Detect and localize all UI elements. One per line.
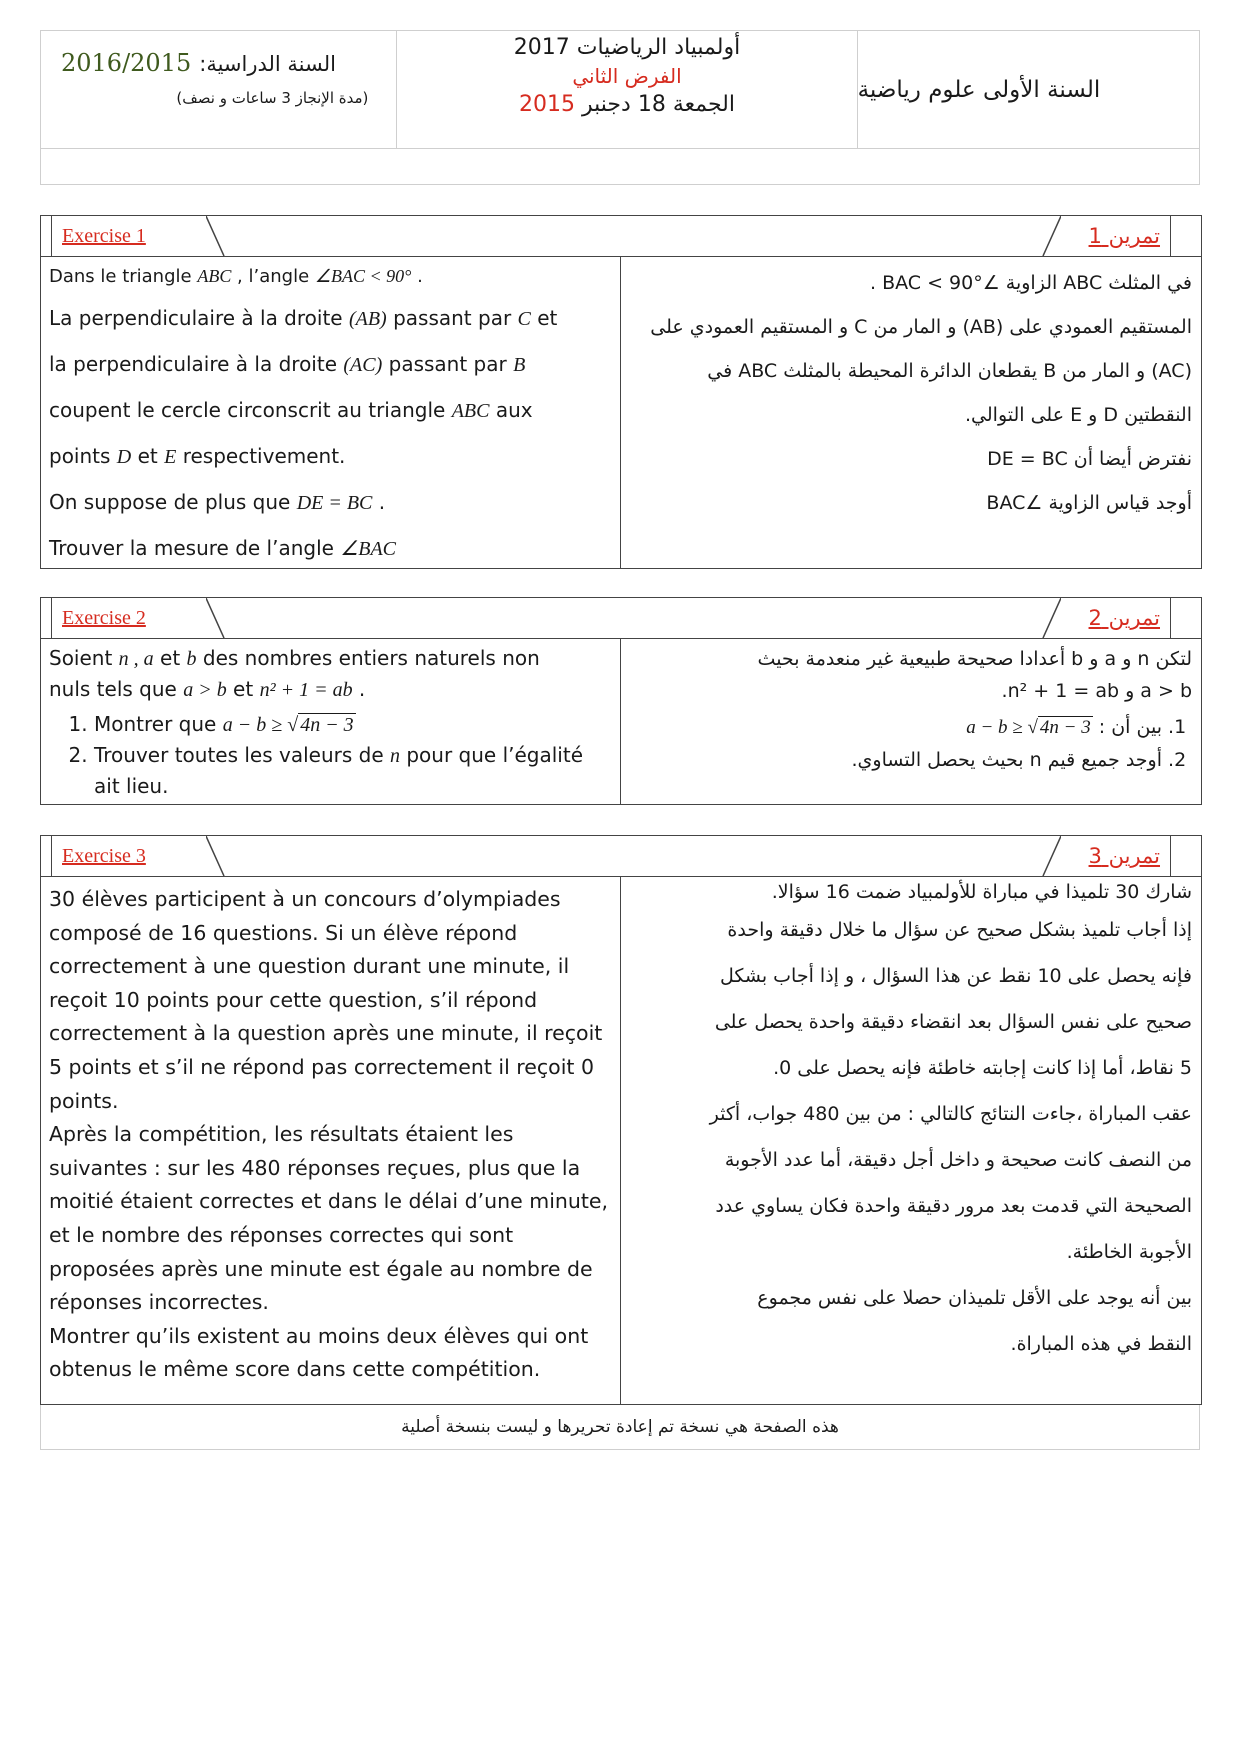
ex3-ar-line: صحيح على نفس السؤال بعد انقضاء دقيقة واحدة يحصل على — [714, 1011, 1192, 1033]
exercise-1-french — [41, 257, 621, 569]
ex2-ar-question-1: 1. بين أن : a − b ≥ √ 4n − 3 — [629, 711, 1162, 744]
ex3-ar-line: بين أنه يوجد على الأقل تلميذان حصلا على نفس مجموع — [757, 1287, 1192, 1309]
ex2-ar-question-2: 2. أوجد جميع قيم n بحيث يحصل التساوي. — [629, 744, 1162, 776]
ex3-ar-line: الأجوبة الخاطئة. — [1066, 1241, 1192, 1263]
header-blank-row — [41, 149, 1199, 185]
header-level-cell — [858, 31, 1199, 148]
ex1-fr-line: coupent le cercle circonscrit au triangle ABC aux — [49, 398, 533, 422]
header-school-year-cell — [41, 31, 397, 148]
ex3-ar-line: شارك 30 تلميذا في مباراة للأولمبياد ضمت 16 سؤالا. — [771, 881, 1192, 903]
ex2-fr-question-1: 1. Montrer que a − b ≥ √ 4n − 3 — [94, 709, 612, 740]
header-title-cell — [397, 31, 857, 148]
ex3-ar-line: عقب المباراة ،جاءت النتائج كالتالي : من بين 480 جواب، أكثر — [709, 1103, 1192, 1125]
exercise-1 — [40, 215, 1202, 569]
ex1-fr-line: La perpendiculaire à la droite (AB) passant par C et — [49, 306, 558, 330]
exercise-2-tag-ar: تمرين 2 — [1061, 598, 1171, 638]
ex3-ar-line: فإنه يحصل على 10 نقط عن هذا السؤال ، و إذا أجاب بشكل — [720, 965, 1192, 987]
exercise-1-title-bar — [41, 216, 1201, 257]
ex3-ar-line: إذا أجاب تلميذ بشكل صحيح عن سؤال ما خلال دقيقة واحدة — [727, 919, 1192, 941]
page-footer-note: هذه الصفحة هي نسخة تم إعادة تحريرها و ليست بنسخة أصلية — [40, 1405, 1200, 1450]
exercise-2 — [40, 597, 1202, 805]
ex2-ar-line: a > b و n² + 1 = ab. — [1001, 680, 1192, 702]
exercise-3-tag-ar: تمرين 3 — [1061, 836, 1171, 876]
exam-date-day: الجمعة 18 دجنبر — [582, 92, 735, 117]
ex2-fr-line: Soient n , a et b des nombres entiers naturels non — [49, 646, 540, 670]
tag-slash-icon — [206, 598, 246, 638]
ex1-fr-line: points D et E respectivement. — [49, 444, 346, 468]
tag-slash-icon — [1021, 836, 1061, 876]
exercise-2-french — [41, 639, 621, 805]
olympiad-title: أولمبياد الرياضيات 2017 — [513, 35, 741, 60]
exercise-1-tag-fr: Exercise 1 — [51, 216, 206, 256]
exercise-2-tag-fr: Exercise 2 — [51, 598, 206, 638]
page-header — [40, 30, 1200, 185]
ex1-fr-line: la perpendiculaire à la droite (AC) passant par B — [49, 352, 526, 376]
ex3-ar-line: 5 نقاط، أما إذا كانت إجابته خاطئة فإنه يحصل على 0. — [773, 1057, 1192, 1079]
exercise-3-title-bar — [41, 836, 1201, 877]
ex1-ar-line: المستقيم العمودي على (AB) و المار من C و المستقيم العمودي على — [650, 316, 1192, 338]
ex2-fr-question-2: 2. Trouver toutes les valeurs de n pour que l’égalité ait lieu. — [94, 740, 612, 801]
class-level: السنة الأولى علوم رياضية — [857, 76, 1101, 103]
tag-slash-icon — [1021, 216, 1061, 256]
ex1-ar-line: النقطتين D و E على التوالي. — [965, 404, 1192, 426]
exercise-3-arabic — [621, 877, 1200, 1405]
ex1-ar-line: في المثلث ABC الزاوية ∠BAC < 90° . — [869, 272, 1192, 294]
tag-slash-icon — [206, 836, 246, 876]
ex1-fr-line: Dans le triangle ABC , l’angle ∠BAC < 90° . — [49, 266, 423, 287]
ex3-fr-paragraph-3: Montrer qu’ils existent au moins deux élèves qui ont obtenus le même score dans cette compétition. — [49, 1323, 589, 1382]
ex2-ar-line: لتكن n و a و b أعدادا صحيحة طبيعية غير منعدمة بحيث — [757, 648, 1192, 670]
tag-slash-icon — [1021, 598, 1061, 638]
exam-date — [397, 92, 856, 117]
test-name: الفرض الثاني — [572, 64, 682, 88]
exercise-1-tag-ar: تمرين 1 — [1061, 216, 1171, 256]
exercise-2-title-bar — [41, 598, 1201, 639]
ex3-ar-line: الصحيحة التي قدمت بعد مرور دقيقة واحدة فكان يساوي عدد — [715, 1195, 1192, 1217]
ex1-ar-line: نفترض أيضا أن DE = BC — [987, 448, 1192, 470]
ex1-ar-line: (AC) و المار من B يقطعان الدائرة المحيطة بالمثلث ABC في — [707, 360, 1192, 382]
exercise-3-tag-fr: Exercise 3 — [51, 836, 206, 876]
ex3-fr-paragraph-2: Après la compétition, les résultats étaient les suivantes : sur les 480 réponses reçues, plus que la moitié étaient correctes et dans le délai d’une minute, et le nombre des réponses correctes qui sont proposées après une minute est égale au nombre de réponses incorrectes. — [49, 1122, 609, 1315]
ex1-ar-line: أوجد قياس الزاوية ∠BAC — [986, 492, 1192, 514]
ex1-fr-line: Trouver la mesure de l’angle ∠BAC — [49, 536, 397, 560]
exercise-3-french — [41, 877, 621, 1405]
exercise-2-arabic — [621, 639, 1200, 805]
ex3-fr-paragraph-1: 30 élèves participent à un concours d’olympiades composé de 16 questions. Si un élève répond correctement à une question durant une minute, il reçoit 10 points pour cette question, s’il répond correctement à la question après une minute, il reçoit 5 points et s’il ne répond pas correctement il reçoit 0 points. — [49, 887, 603, 1113]
ex2-fr-line: nuls tels que a > b et n² + 1 = ab . — [49, 677, 366, 701]
exam-date-year: 2015 — [519, 92, 576, 117]
school-year: 2016/2015 — [61, 49, 192, 77]
exercise-3 — [40, 835, 1202, 1405]
exam-duration: (مدة الإنجاز 3 ساعات و نصف) — [176, 89, 369, 107]
ex3-ar-line: النقط في هذه المباراة. — [1010, 1333, 1192, 1355]
ex3-ar-line: من النصف كانت صحيحة و داخل أجل دقيقة، أما عدد الأجوبة — [724, 1149, 1192, 1171]
ex1-fr-line: On suppose de plus que DE = BC . — [49, 490, 386, 514]
school-year-label: السنة الدراسية: — [199, 52, 336, 76]
tag-slash-icon — [206, 216, 246, 256]
exercise-1-arabic — [621, 257, 1200, 569]
